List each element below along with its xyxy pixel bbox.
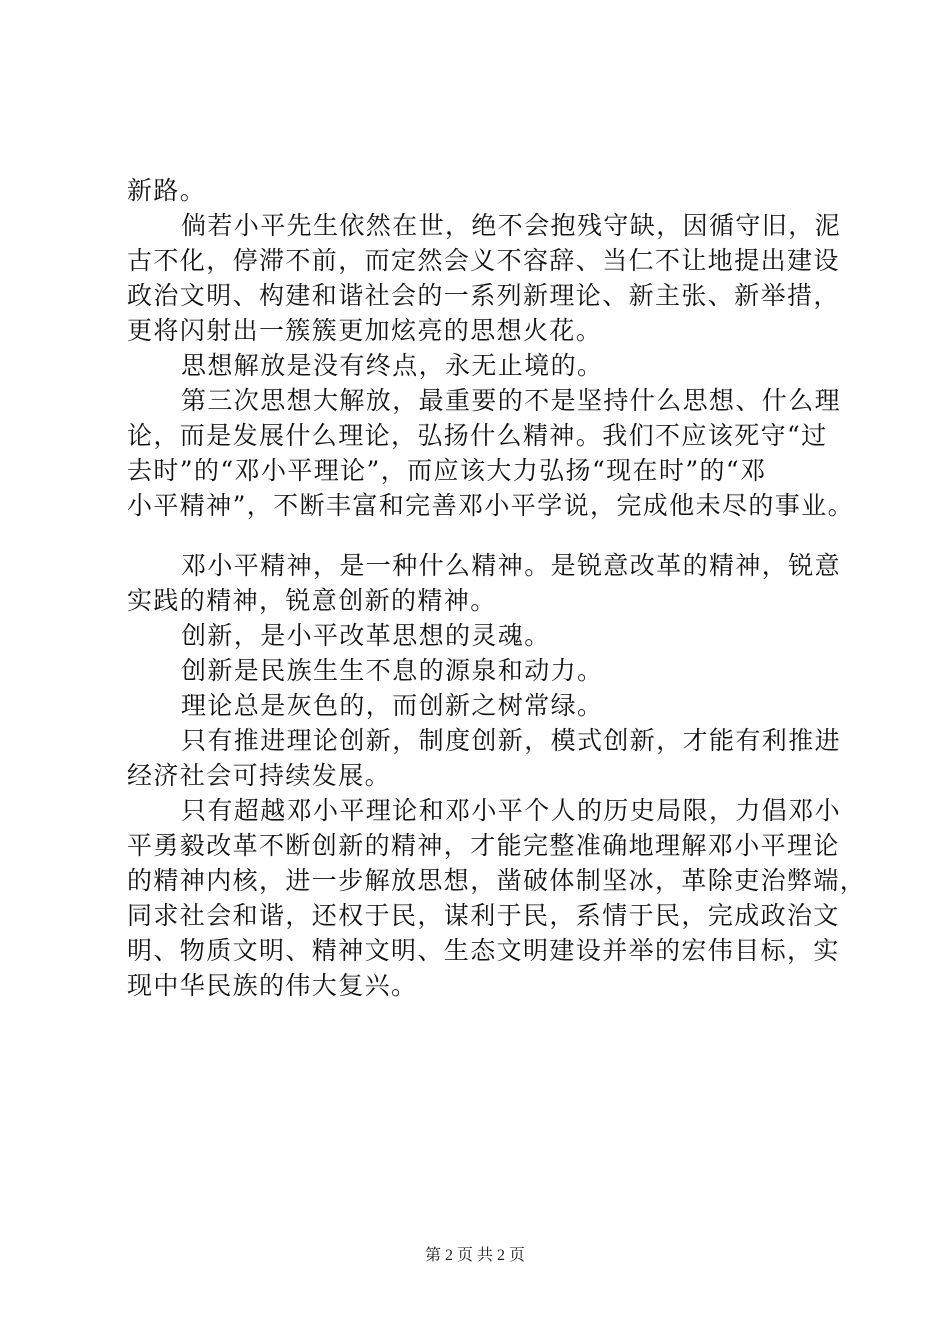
text-line: 的精神内核，进一步解放思想，凿破体制坚冰，革除吏治弊端， — [127, 866, 867, 895]
text-line: 更将闪射出一簇簇更加炫亮的思想火花。 — [127, 316, 603, 345]
text-line: 明、物质文明、精神文明、生态文明建设并举的宏伟目标，实 — [127, 936, 840, 965]
text-line: 现中华民族的伟大复兴。 — [127, 971, 418, 1000]
text-line: 创新是民族生生不息的源泉和动力。 — [181, 656, 604, 685]
text-line: 只有超越邓小平理论和邓小平个人的历史局限，力倡邓小 — [181, 796, 842, 825]
text-line: 小平精神”，不断丰富和完善邓小平学说，完成他未尽的事业。 — [127, 491, 854, 520]
text-line: 思想解放是没有终点，永无止境的。 — [181, 351, 604, 380]
text-line: 去时”的“邓小平理论”，而应该大力弘扬“现在时”的“邓 — [127, 456, 767, 485]
text-line: 论，而是发展什么理论，弘扬什么精神。我们不应该死守“过 — [127, 421, 828, 450]
text-line: 平勇毅改革不断创新的精神，才能完整准确地理解邓小平理论 — [127, 831, 840, 860]
text-line: 政治文明、构建和谐社会的一系列新理论、新主张、新举措， — [127, 281, 840, 310]
text-line: 经济社会可持续发展。 — [127, 761, 392, 790]
text-line: 创新，是小平改革思想的灵魂。 — [181, 621, 551, 650]
text-line: 同求社会和谐，还权于民，谋利于民，系情于民，完成政治文 — [127, 901, 840, 930]
text-line: 理论总是灰色的，而创新之树常绿。 — [181, 691, 604, 720]
text-line: 实践的精神，锐意创新的精神。 — [127, 586, 497, 615]
text-line: 只有推进理论创新，制度创新，模式创新，才能有利推进 — [181, 726, 842, 755]
text-line: 新路。 — [127, 176, 207, 205]
text-line: 第三次思想大解放，最重要的不是坚持什么思想、什么理 — [181, 386, 842, 415]
text-line: 倘若小平先生依然在世，绝不会抱残守缺，因循守旧，泥 — [181, 211, 842, 240]
page-number: 第 2 页 共 2 页 — [424, 1247, 525, 1264]
text-line: 邓小平精神，是一种什么精神。是锐意改革的精神，锐意 — [181, 551, 842, 580]
text-line: 古不化，停滞不前，而定然会义不容辞、当仁不让地提出建设 — [127, 246, 840, 275]
